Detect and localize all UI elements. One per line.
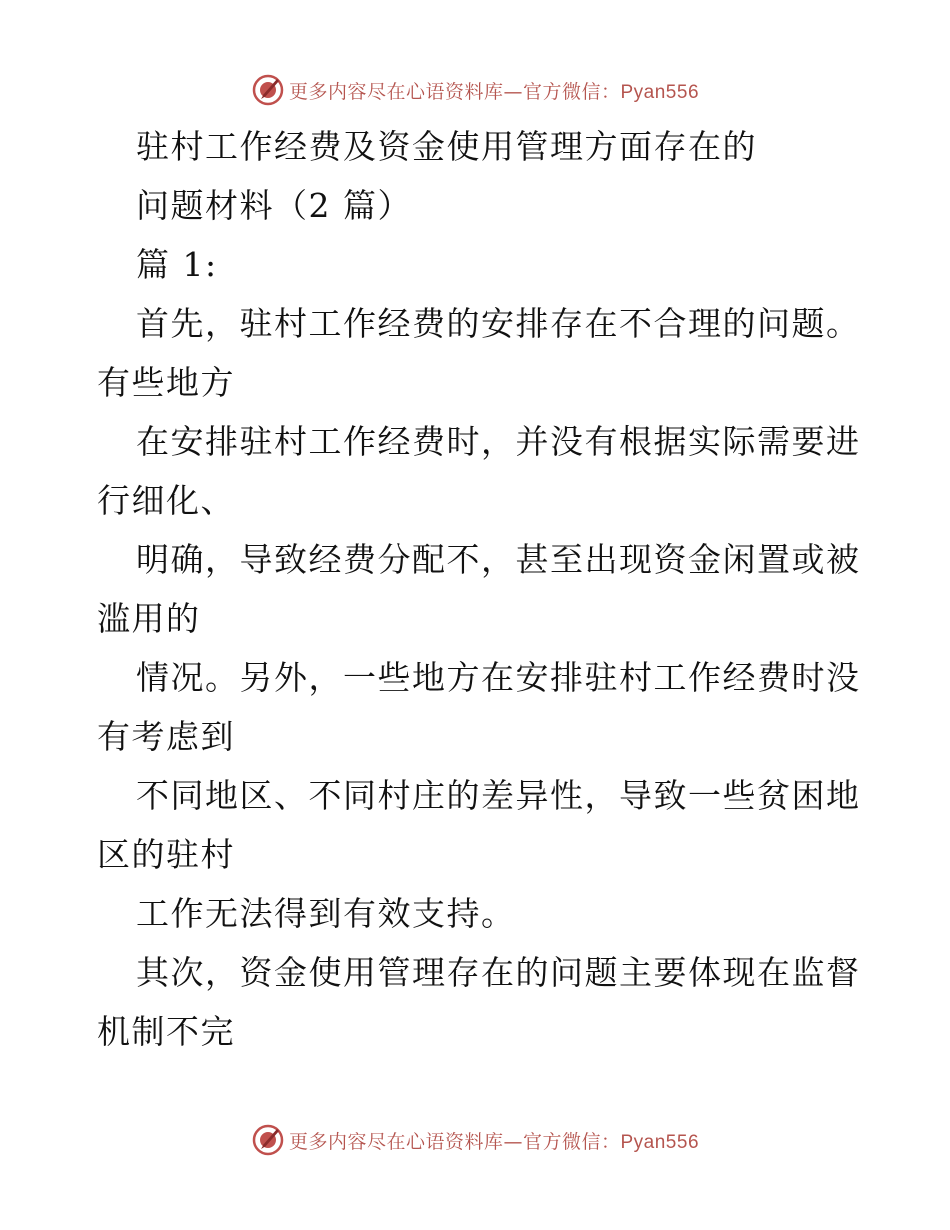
footer-watermark-text (289, 1127, 699, 1154)
brand-logo-icon (251, 1123, 285, 1157)
paragraph-line: 区的驻村 (97, 835, 235, 874)
section-heading: 篇 1: (136, 245, 218, 284)
paragraph-line: 工作无法得到有效支持。 (136, 894, 516, 933)
paragraph-line: 机制不完 (97, 1012, 235, 1051)
paragraph-line: 明确，导致经费分配不，甚至出现资金闲置或被 (136, 540, 861, 579)
paragraph-line: 其次，资金使用管理存在的问题主要体现在监督 (136, 953, 861, 992)
doc-title-line-2: 问题材料（2 篇） (136, 186, 412, 225)
paragraph-line: 首先，驻村工作经费的安排存在不合理的问题。 (136, 304, 861, 343)
footer-text: 更多内容尽在心语资料库—官方微信： (288, 1130, 621, 1153)
paragraph-line: 有考虑到 (97, 717, 235, 756)
doc-title-line-1: 驻村工作经费及资金使用管理方面存在的 (136, 127, 757, 166)
paragraph-line: 在安排驻村工作经费时，并没有根据实际需要进 (136, 422, 861, 461)
brand-logo-icon (251, 73, 285, 107)
paragraph-line: 情况。另外，一些地方在安排驻村工作经费时没 (136, 658, 861, 697)
paragraph-line: 有些地方 (97, 363, 235, 402)
paragraph-line: 行细化、 (97, 481, 235, 520)
paragraph-line: 滥用的 (97, 599, 201, 638)
header-text: 更多内容尽在心语资料库—官方微信： (288, 80, 621, 103)
footer-wechat-id: Pyan556 (620, 1131, 700, 1153)
header-wechat-id: Pyan556 (620, 81, 700, 103)
header-watermark-text (289, 77, 699, 104)
paragraph-line: 不同地区、不同村庄的差异性，导致一些贫困地 (136, 776, 861, 815)
header-watermark (0, 70, 950, 110)
footer-watermark (0, 1120, 950, 1160)
